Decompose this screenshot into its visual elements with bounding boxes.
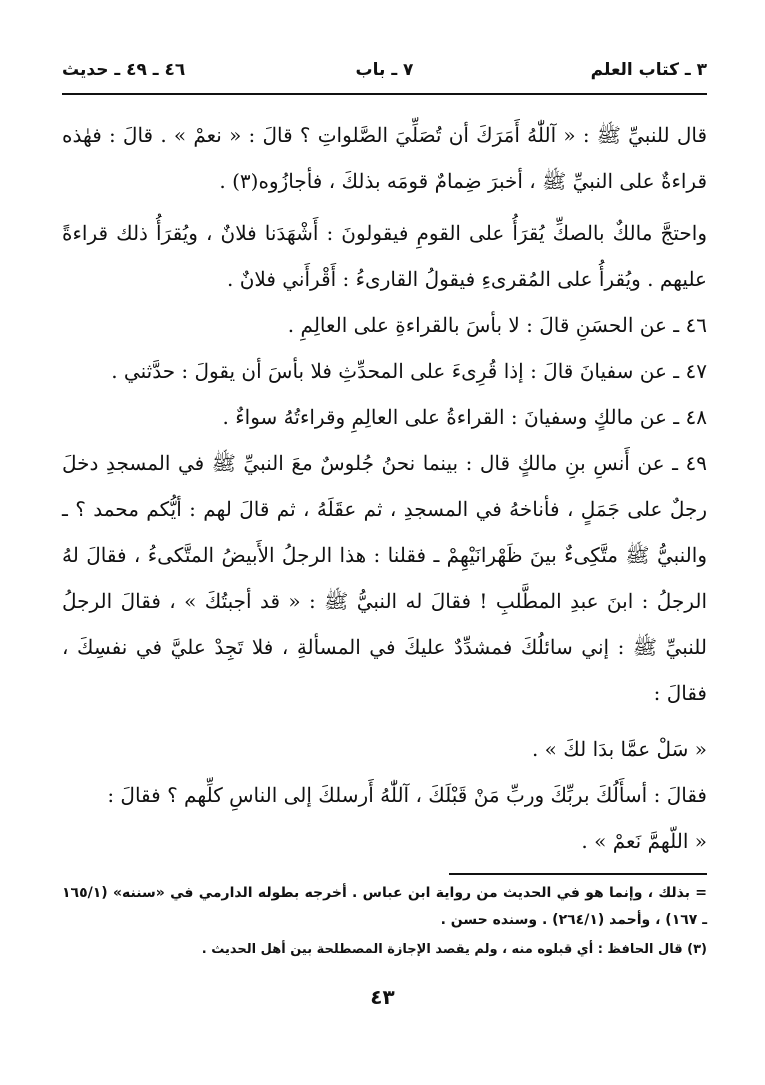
footnote-continuation: = بذلك ، وإنما هو في الحديث من رواية ابن عباس . أخرجه بطوله الدارمي في «سننه» (١٦٥/١ ـ ١٦٧) ، وأحمد (٢٦٤/١) . وسنده حسن . xyxy=(62,885,707,928)
paragraph-question: فقالَ : أسأَلُكَ بربِّكَ وربِّ مَنْ قَبْلَكَ ، آللّٰهُ أَرسلكَ إلى الناسِ كلِّهم ؟ فقالَ : xyxy=(107,783,707,807)
paragraph-dimam: قال للنبيِّ ﷺ : « آللّٰهُ أَمَرَكَ أن تُصَلِّيَ الصَّلواتِ ؟ قالَ : « نعمْ » . قالَ : فهٰذه قراءةٌ على النبيِّ ﷺ ، أخبرَ ضِمامٌ قومَه بذلكَ ، فأجازُوه(٣) . xyxy=(62,123,707,193)
footnote-rule xyxy=(449,873,707,875)
quote-ask: « سَلْ عمَّا بدَا لكَ » . xyxy=(531,737,707,761)
hadith-48: ٤٨ ـ عن مالكٍ وسفيانَ : القراءةُ على العالِمِ وقراءتُهُ سواءٌ . xyxy=(222,405,707,429)
hadith-46: ٤٦ ـ عن الحسَنِ قالَ : لا بأسَ بالقراءةِ على العالِمِ . xyxy=(287,313,707,337)
footnote-3: (٣) قال الحافظ : أي قبلوه منه ، ولم يقصد الإجازة المصطلحة بين أهل الحديث . xyxy=(201,942,707,957)
footnotes xyxy=(62,880,707,963)
main-text xyxy=(62,112,707,864)
book-title: ٣ ـ كتاب العلم xyxy=(590,60,707,80)
hadith-range: ٤٦ ـ ٤٩ ـ حديث xyxy=(62,60,186,80)
chapter-title: ٧ ـ باب xyxy=(355,60,414,80)
page-number: ٤٣ xyxy=(370,985,395,1009)
hadith-49: ٤٩ ـ عن أَنسِ بنِ مالكٍ قال : بينما نحنُ جُلوسٌ معَ النبيِّ ﷺ في المسجدِ دخلَ رجلٌ على جَمَلٍ ، فأناخهُ في المسجدِ ، ثم عقَلَهُ ، ثم قالَ لهم : أيُّكم محمد ؟ ـ والنبيُّ ﷺ متَّكِىءٌ بينَ ظَهْرانَيْهِمْ ـ فقلنا : هذا الرجلُ الأَبيضُ المتَّكىءُ ، فقالَ لهُ الرجلُ : ابنَ عبدِ المطَّلبِ ! فقالَ له النبيُّ ﷺ : « قد أجبتُكَ » ، فقالَ الرجلُ للنبيِّ ﷺ : إني سائلُكَ فمشدِّدٌ عليكَ في المسألةِ ، فلا تَجِدْ عليَّ في نفسِكَ ، فقالَ : xyxy=(62,451,707,705)
running-header xyxy=(62,50,707,90)
quote-answer: « اللّهمَّ نَعمْ » . xyxy=(581,829,707,853)
header-rule xyxy=(62,93,707,95)
hadith-47: ٤٧ ـ عن سفيانَ قالَ : إذا قُرِىءَ على المحدِّثِ فلا بأسَ أن يقولَ : حدَّثني . xyxy=(111,359,707,383)
paragraph-malik-argument: واحتجَّ مالكٌ بالصكِّ يُقرَأُ على القومِ فيقولونَ : أَشْهَدَنا فلانٌ ، ويُقرَأُ ذلك قراءةً عليهم . ويُقرأُ على المُقرىءِ فيقولُ القارىءُ : أَقْرأَني فلانٌ . xyxy=(62,221,707,291)
